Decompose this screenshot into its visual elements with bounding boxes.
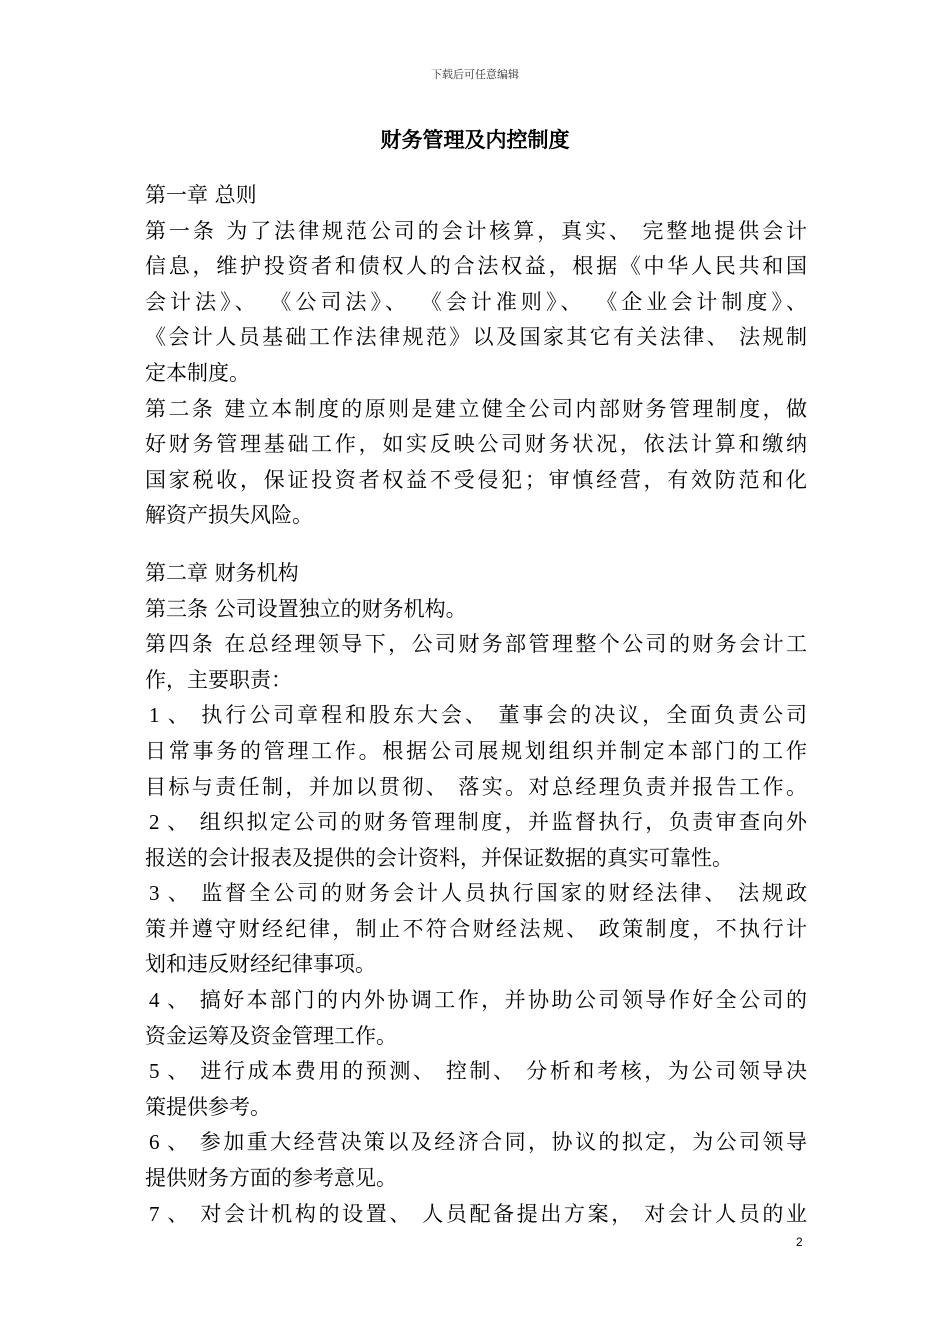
text-line: [145, 178, 807, 214]
line-text: 搞好本部门的内外协调工作，并协助公司领导作好全公司的: [190, 988, 807, 1013]
text-line: [145, 1125, 807, 1161]
document-body: [145, 178, 807, 1232]
text-line: [145, 663, 807, 699]
line-text: 执行公司章程和股东大会、 董事会的决议，全面负责公司: [191, 703, 807, 728]
line-text: 第三条 公司设置独立的财务机构。: [145, 596, 467, 621]
text-line: [145, 498, 807, 534]
list-item-number: 7 、: [149, 1201, 192, 1226]
text-line: [145, 1054, 807, 1090]
line-text: 作，主要职责：: [145, 667, 292, 692]
line-text: 目标与责任制，并加以贯彻、 落实。对总经理负责并报告工作。: [145, 774, 807, 799]
text-line: [145, 805, 807, 841]
line-text: 第四条 在总经理领导下，公司财务部管理整个公司的财务会计工: [145, 632, 807, 657]
list-item-number: 6 、: [149, 1130, 191, 1155]
line-text: 报送的会计报表及提供的会计资料，并保证数据的真实可靠性。: [145, 845, 733, 870]
page-number: 2: [796, 1235, 803, 1249]
text-line: [145, 1090, 807, 1126]
text-line: [145, 392, 807, 428]
text-line: [145, 947, 807, 983]
document-title: 财务管理及内控制度: [380, 128, 570, 152]
line-text: 解资产损失风险。: [145, 503, 313, 528]
line-text: 第二条 建立本制度的原则是建立健全公司内部财务管理制度，做: [145, 396, 807, 421]
line-text: 策并遵守财经纪律，制止不符合财经法规、 政策制度，不执行计: [145, 916, 807, 941]
line-text: 划和违反财经纪律事项。: [145, 952, 376, 977]
line-text: 参加重大经营决策以及经济合同，协议的拟定，为公司领导: [190, 1130, 807, 1155]
line-text: 提供财务方面的参考意见。: [145, 1166, 397, 1191]
line-text: 日常事务的管理工作。根据公司展规划组织并制定本部门的工作: [145, 738, 807, 763]
header-note: 下载后可任意编辑: [431, 68, 519, 81]
text-line: [145, 734, 807, 770]
list-item-number: 5 、: [149, 1059, 192, 1084]
list-item-number: 3 、: [149, 881, 192, 906]
text-line: [145, 698, 807, 734]
text-line: [145, 427, 807, 463]
text-line: [145, 592, 807, 628]
text-line: [145, 983, 807, 1019]
line-text: 《会计人员基础工作法律规范》以及国家其它有关法律、 法规制: [145, 325, 807, 350]
line-text: 资金运筹及资金管理工作。: [145, 1023, 397, 1048]
text-line: [145, 356, 807, 392]
line-text: 信息，维护投资者和债权人的合法权益，根据《中华人民共和国: [145, 254, 807, 279]
text-line: [145, 249, 807, 285]
text-line: [145, 876, 807, 912]
line-text: 组织拟定公司的财务管理制度，并监督执行，负责审查向外: [190, 810, 807, 835]
text-line: [145, 627, 807, 663]
list-item-number: 1 、: [149, 703, 192, 728]
text-line: [145, 214, 807, 250]
text-line: [145, 1019, 807, 1055]
text-line: [145, 463, 807, 499]
line-text: 定本制度。: [145, 360, 250, 385]
line-text: 第一章 总则: [145, 183, 257, 207]
text-line: [145, 285, 807, 321]
line-text: 策提供参考。: [145, 1094, 271, 1119]
text-line: [145, 912, 807, 948]
text-line: [145, 1161, 807, 1197]
list-item-number: 2 、: [149, 810, 191, 835]
line-text: 对会计机构的设置、 人员配备提出方案， 对会计人员的业: [191, 1201, 808, 1226]
line-text: 好财务管理基础工作，如实反映公司财务状况，依法计算和缴纳: [145, 432, 807, 457]
text-line: [145, 556, 807, 592]
text-line: [145, 1197, 807, 1233]
line-text: 国家税收，保证投资者权益不受侵犯；审慎经营，有效防范和化: [145, 467, 807, 492]
line-text: 会计法》、 《公司法》、 《会计准则》、 《企业会计制度》、: [145, 289, 807, 314]
line-text: 进行成本费用的预测、 控制、 分析和考核，为公司领导决: [191, 1059, 808, 1084]
list-item-number: 4 、: [149, 988, 191, 1013]
text-line: [145, 841, 807, 877]
line-text: 第二章 财务机构: [145, 560, 299, 585]
text-line: [145, 770, 807, 806]
line-text: 第一条 为了法律规范公司的会计核算，真实、 完整地提供会计: [145, 218, 807, 243]
paragraph-gap: [145, 534, 807, 556]
text-line: [145, 320, 807, 356]
line-text: 监督全公司的财务会计人员执行国家的财经法律、 法规政: [191, 881, 807, 906]
